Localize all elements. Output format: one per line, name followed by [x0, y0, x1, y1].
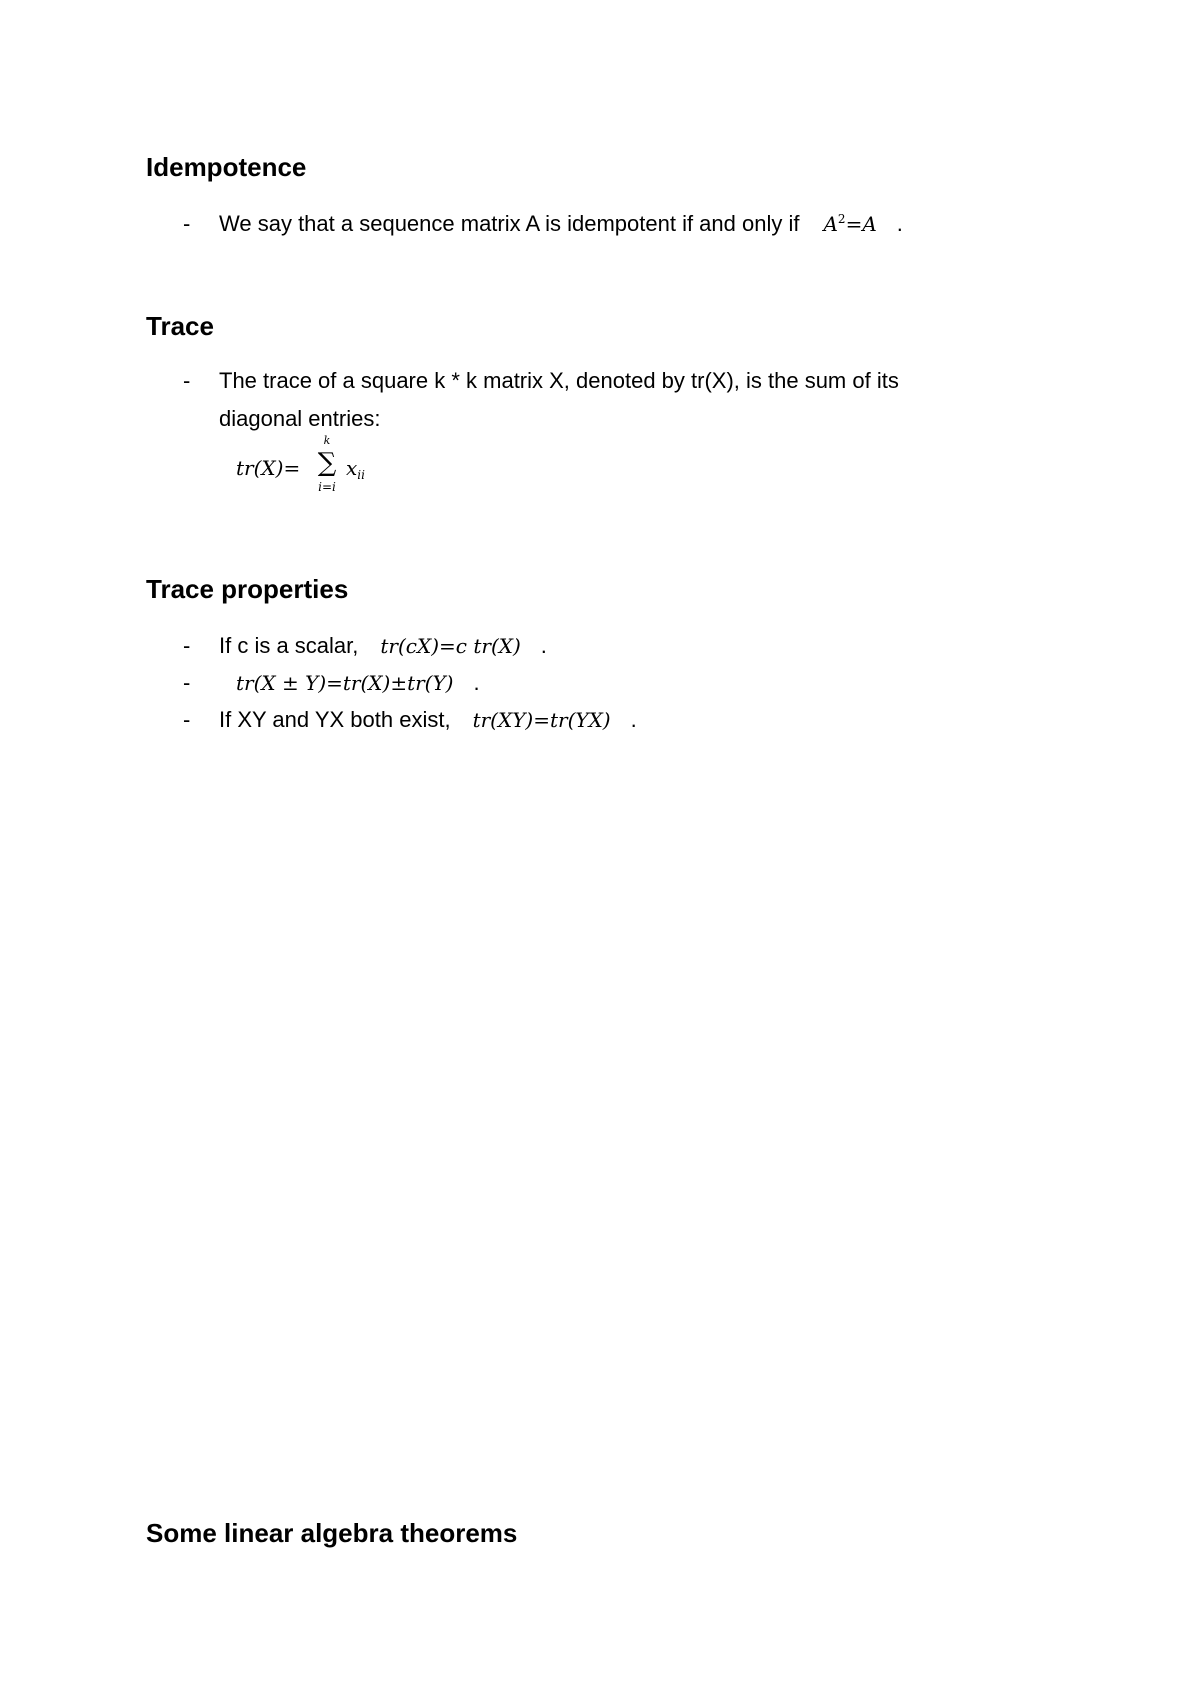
math-base: A — [823, 212, 838, 236]
formula-lhs: tr(X)= — [236, 456, 301, 480]
formula-term — [346, 456, 365, 480]
term-subscript: ii — [357, 468, 365, 482]
heading-idempotence: Idempotence — [146, 152, 307, 182]
period: . — [540, 633, 547, 658]
idempotence-definition: We say that a sequence matrix A is idempotent if and only if — [219, 211, 800, 236]
math-exponent: 2 — [837, 212, 846, 226]
sum-lower-limit: i=i — [318, 480, 336, 494]
summation — [312, 432, 342, 502]
term-variable: x — [346, 456, 358, 480]
sigma-symbol: ∑ — [317, 448, 337, 478]
sum-upper-limit: k — [323, 434, 331, 447]
trace-definition-line1: The trace of a square k * k matrix X, denoted by tr(X), is the sum of its — [219, 368, 899, 393]
property-text — [219, 632, 547, 660]
bullet-dash: - — [183, 670, 191, 695]
property-text — [219, 706, 637, 734]
property-label: If c is a scalar, — [219, 633, 359, 658]
property-formula: tr(cX)=c tr(X) — [380, 634, 521, 658]
heading-linear-algebra-theorems: Some linear algebra theorems — [146, 1518, 518, 1548]
property-formula: tr(XY)=tr(YX) — [472, 708, 611, 732]
period: . — [896, 211, 903, 236]
property-formula: tr(X ± Y)=tr(X)±tr(Y) — [236, 671, 454, 695]
bullet-dash: - — [183, 211, 191, 236]
heading-trace: Trace — [146, 311, 214, 341]
period: . — [473, 670, 480, 695]
idempotence-formula — [823, 212, 876, 236]
property-text — [219, 669, 480, 697]
heading-trace-properties: Trace properties — [146, 574, 349, 604]
bullet-dash: - — [183, 368, 191, 393]
bullet-dash: - — [183, 707, 191, 732]
bullet-dash: - — [183, 633, 191, 658]
property-label: If XY and YX both exist, — [219, 707, 451, 732]
trace-definition-line2: diagonal entries: — [219, 406, 381, 431]
period: . — [630, 707, 637, 732]
math-rest: =A — [845, 212, 877, 236]
bullet-text — [219, 210, 903, 238]
